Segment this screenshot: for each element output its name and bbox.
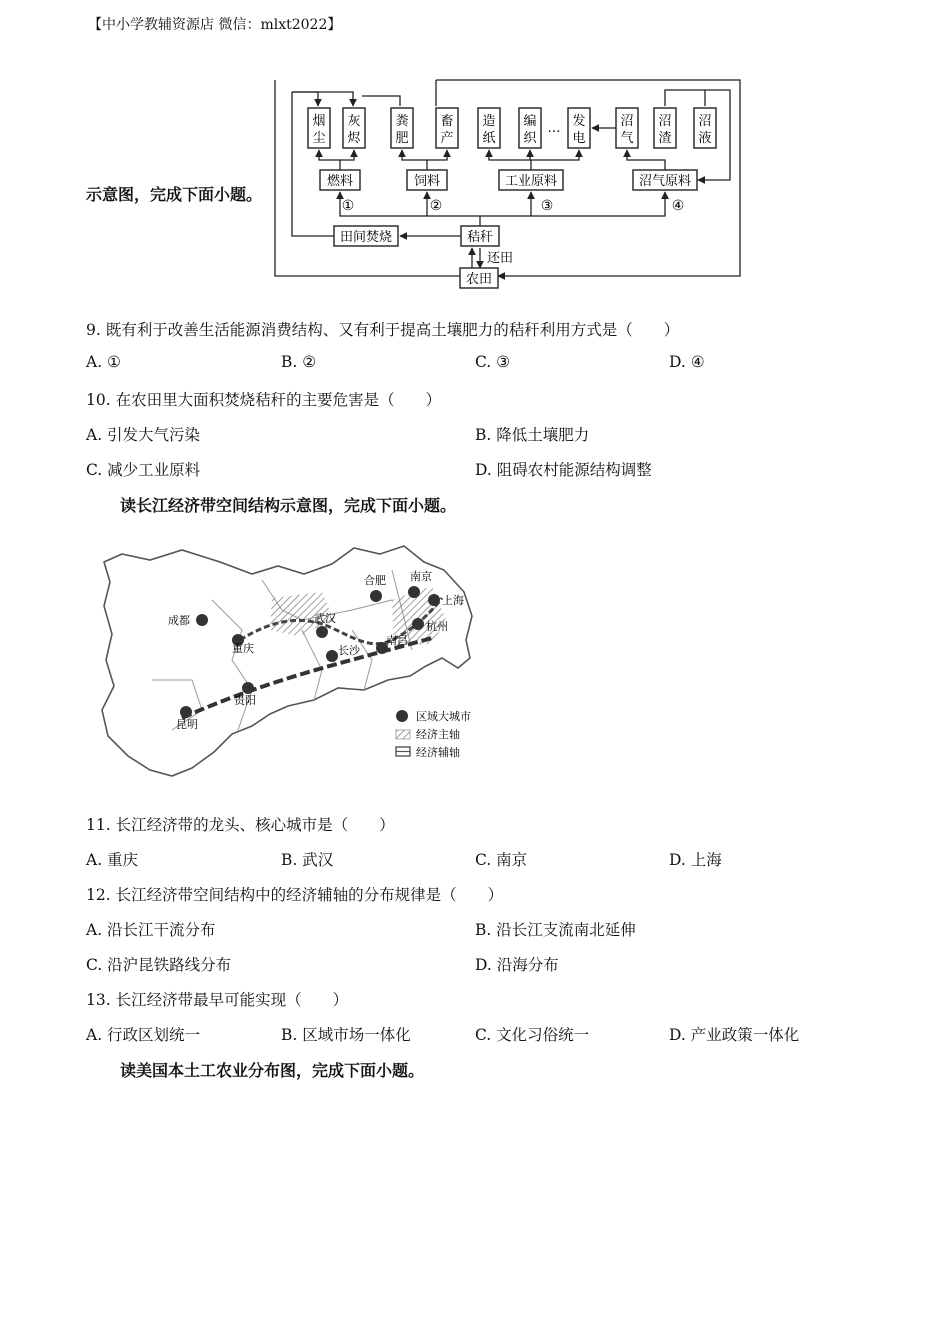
label-residue-1: 沼 bbox=[658, 114, 672, 129]
q13-option-a[interactable]: A. 行政区划统一 bbox=[86, 1026, 201, 1044]
q10-option-c[interactable]: C. 减少工业原料 bbox=[86, 461, 201, 479]
q11-option-b[interactable]: B. 武汉 bbox=[281, 851, 334, 869]
city-hefei: 合肥 bbox=[364, 574, 386, 587]
label-slurry-1: 沼 bbox=[698, 114, 712, 129]
label-ash-1: 灰 bbox=[347, 114, 361, 129]
city-shanghai: 上海 bbox=[442, 594, 464, 607]
q9-option-c[interactable]: C. ③ bbox=[475, 353, 511, 371]
q13-option-d[interactable]: D. 产业政策一体化 bbox=[669, 1026, 800, 1044]
label-biogas-2: 气 bbox=[620, 131, 634, 146]
label-livestock-1: 畜 bbox=[440, 114, 454, 129]
label-weave-1: 编 bbox=[523, 114, 537, 129]
label-fodder: 饲料 bbox=[413, 174, 441, 189]
label-weave-2: 织 bbox=[523, 131, 537, 146]
label-paper-2: 纸 bbox=[482, 131, 496, 146]
label-slurry-2: 液 bbox=[698, 131, 712, 146]
num-2: ② bbox=[429, 198, 443, 214]
label-smoke-1: 烟 bbox=[312, 114, 326, 129]
label-paper-1: 造 bbox=[482, 114, 496, 129]
city-nanjing: 南京 bbox=[410, 570, 432, 583]
q13-option-b[interactable]: B. 区域市场一体化 bbox=[281, 1026, 411, 1044]
label-farm: 农田 bbox=[465, 272, 493, 287]
q9-stem: 9. 既有利于改善生活能源消费结构、又有利于提高土壤肥力的秸秆利用方式是（ ） bbox=[86, 321, 680, 339]
q13-stem: 13. 长江经济带最早可能实现（ ） bbox=[86, 991, 349, 1009]
label-biogas-raw: 沼气原料 bbox=[638, 174, 692, 189]
city-chongqing: 重庆 bbox=[232, 642, 254, 655]
legend-secondary-axis: 经济辅轴 bbox=[416, 746, 460, 759]
yangtze-map bbox=[92, 540, 482, 784]
label-industrial: 工业原料 bbox=[504, 174, 558, 189]
q10-stem: 10. 在农田里大面积焚烧秸秆的主要危害是（ ） bbox=[86, 391, 442, 409]
legend-main-axis: 经济主轴 bbox=[416, 728, 460, 741]
label-fuel: 燃料 bbox=[326, 174, 354, 189]
q10-option-d[interactable]: D. 阻碍农村能源结构调整 bbox=[475, 461, 652, 479]
q12-option-c[interactable]: C. 沿沪昆铁路线分布 bbox=[86, 956, 232, 974]
num-3: ③ bbox=[540, 198, 554, 214]
city-kunming: 昆明 bbox=[176, 718, 198, 731]
city-wuhan: 武汉 bbox=[314, 612, 336, 625]
intro-text-2: 读长江经济带空间结构示意图，完成下面小题。 bbox=[120, 496, 457, 515]
q10-option-b[interactable]: B. 降低土壤肥力 bbox=[475, 426, 590, 444]
label-livestock-2: 产 bbox=[440, 131, 454, 146]
q9-option-a[interactable]: A. ① bbox=[86, 353, 121, 371]
label-power-2: 电 bbox=[572, 131, 586, 146]
label-biogas-1: 沼 bbox=[620, 114, 634, 129]
intro-text-3: 读美国本土工农业分布图，完成下面小题。 bbox=[120, 1061, 425, 1080]
city-guiyang: 贵阳 bbox=[234, 694, 256, 707]
legend-city: 区域大城市 bbox=[416, 710, 471, 723]
top-boxes bbox=[308, 108, 716, 148]
label-manure-1: 粪 bbox=[395, 114, 409, 129]
q12-option-a[interactable]: A. 沿长江干流分布 bbox=[86, 921, 216, 939]
q10-option-a[interactable]: A. 引发大气污染 bbox=[86, 426, 201, 444]
label-burn: 田间焚烧 bbox=[339, 230, 393, 245]
q12-stem: 12. 长江经济带空间结构中的经济辅轴的分布规律是（ ） bbox=[86, 886, 504, 904]
intro-text-1: 示意图，完成下面小题。 bbox=[86, 185, 263, 204]
num-1: ① bbox=[341, 198, 355, 214]
label-power-1: 发 bbox=[572, 114, 586, 129]
q9-option-d[interactable]: D. ④ bbox=[669, 353, 705, 371]
label-ellipsis: … bbox=[547, 121, 561, 136]
straw-flow-diagram bbox=[270, 76, 748, 290]
label-residue-2: 渣 bbox=[658, 131, 672, 146]
q11-option-a[interactable]: A. 重庆 bbox=[86, 851, 139, 869]
label-return: 还田 bbox=[486, 251, 514, 266]
q13-option-c[interactable]: C. 文化习俗统一 bbox=[475, 1026, 590, 1044]
city-nanchang: 南昌 bbox=[386, 634, 408, 647]
q12-option-b[interactable]: B. 沿长江支流南北延伸 bbox=[475, 921, 636, 939]
page-header: 【中小学教辅资源店 微信：mlxt2022】 bbox=[88, 17, 342, 33]
label-straw: 秸秆 bbox=[466, 230, 494, 245]
label-manure-2: 肥 bbox=[395, 131, 409, 146]
q11-option-d[interactable]: D. 上海 bbox=[669, 851, 722, 869]
q9-option-b[interactable]: B. ② bbox=[281, 353, 317, 371]
num-4: ④ bbox=[671, 198, 685, 214]
city-changsha: 长沙 bbox=[338, 644, 360, 657]
label-smoke-2: 尘 bbox=[312, 131, 326, 146]
q12-option-d[interactable]: D. 沿海分布 bbox=[475, 956, 559, 974]
q11-stem: 11. 长江经济带的龙头、核心城市是（ ） bbox=[86, 816, 395, 834]
city-hangzhou: 杭州 bbox=[426, 620, 448, 633]
label-ash-2: 烬 bbox=[347, 131, 361, 146]
q11-option-c[interactable]: C. 南京 bbox=[475, 851, 528, 869]
city-chengdu: 成都 bbox=[168, 614, 190, 627]
